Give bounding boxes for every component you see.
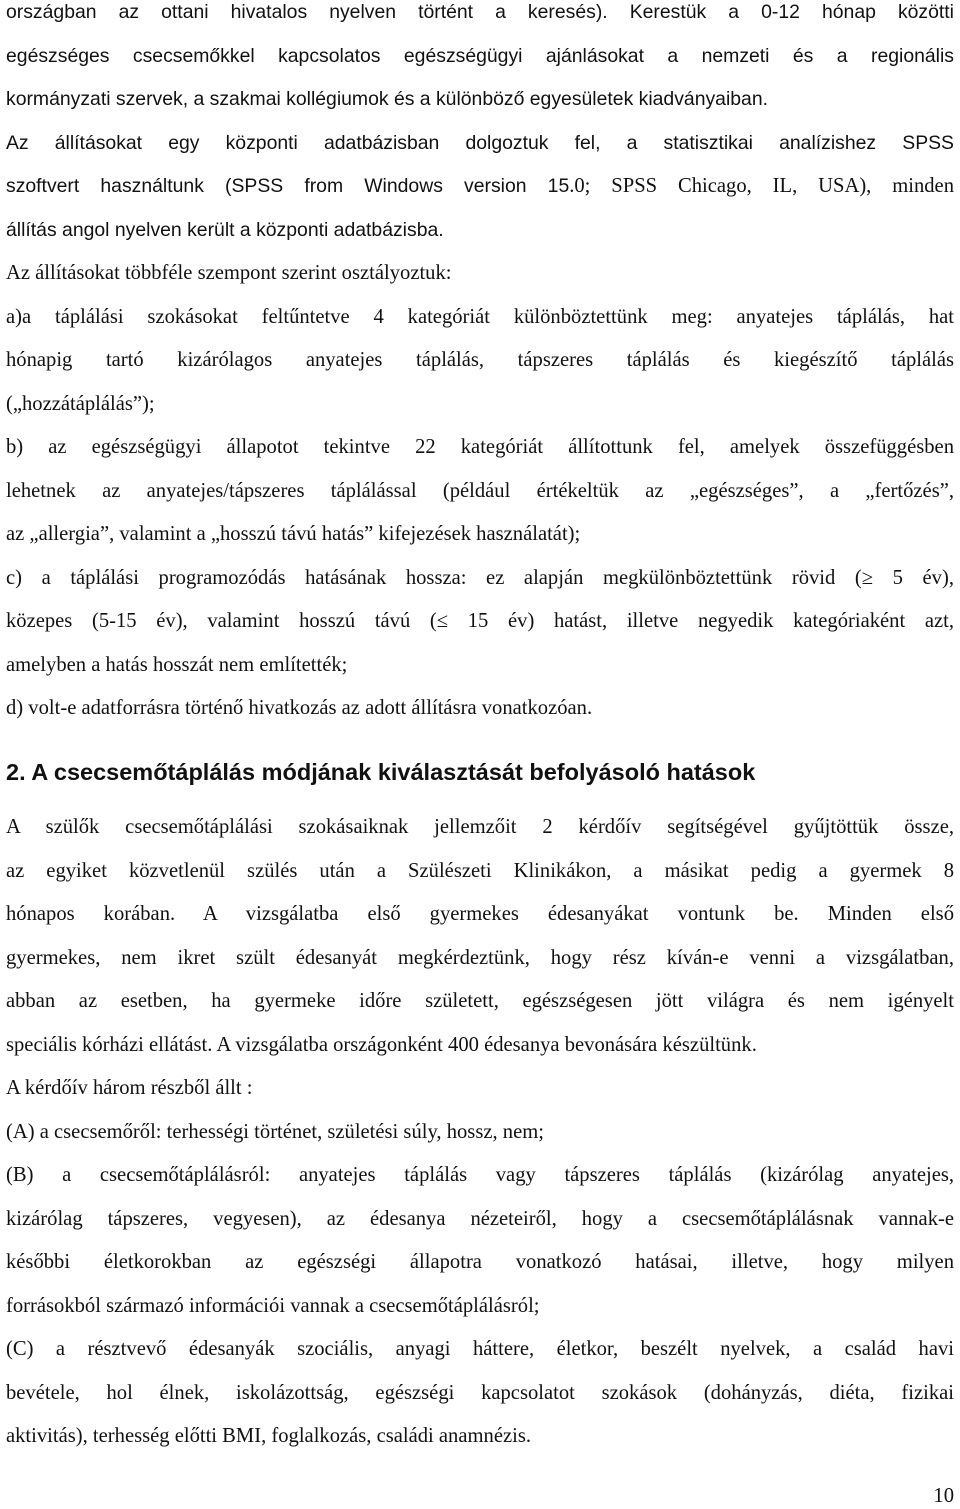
text-line: Az állításokat többféle szempont szerint osztályoztuk: <box>6 262 452 284</box>
text-line: az egyiket közvetlenül szülés után a Szülészeti Klinikákon, a másikat pedig a gyermek 8 <box>6 859 954 882</box>
text-line: hónapig tartó kizárólagos anyatejes táplálás, tápszeres táplálás és kiegészítő táplálás <box>6 349 954 371</box>
methods-paragraphs <box>6 0 954 731</box>
text-line: A kérdőív három részből állt : <box>6 1077 253 1099</box>
text-line-mixed <box>6 165 954 209</box>
list-item-part-a: (A) a csecsemőről: terhességi történet, születési súly, hossz, nem; <box>6 1120 544 1143</box>
text-line: („hozzátáplálás”); <box>6 392 155 415</box>
list-item-d: d) volt-e adatforrásra történő hivatkozás az adott állításra vonatkozóan. <box>6 697 593 719</box>
section-paragraphs <box>6 806 954 1459</box>
text-line: A szülők csecsemőtáplálási szokásaiknak jellemzőit 2 kérdőív segítségével gyűjtöttük össze, <box>6 816 954 838</box>
list-item-part-c: (C) a résztvevő édesanyák szociális, anyagi háttere, életkor, beszélt nyelvek, a család havi <box>6 1338 954 1360</box>
text-line: egészséges csecsemőkkel kapcsolatos egészségügyi ajánlásokat a nemzeti és a regionális <box>6 44 954 67</box>
text-line: speciális kórházi ellátást. A vizsgálatba országonként 400 édesanya bevonására készültünk. <box>6 1033 757 1056</box>
text-span-sans: szoftvert használtunk (SPSS from Windows version 15 <box>6 175 570 197</box>
text-line: aktivitás), terhesség előtti BMI, foglalkozás, családi anamnézis. <box>6 1425 531 1447</box>
list-item-b: b) az egészségügyi állapotot tekintve 22 kategóriát állítottunk fel, amelyek összefüggésben <box>6 436 954 458</box>
text-line: az „allergia”, valamint a „hosszú távú hatás” kifejezések használatát); <box>6 523 581 545</box>
list-item-c: c) a táplálási programozódás hatásának hossza: ez alapján megkülönböztettünk rövid (≥ 5 év), <box>6 566 954 589</box>
text-line: hónapos korában. A vizsgálatba első gyermekes édesanyákat vontunk be. Minden első <box>6 903 954 925</box>
page-number: 10 <box>933 1485 954 1507</box>
text-line: gyermekes, nem ikret szült édesanyát megkérdeztünk, hogy rész kíván-e venni a vizsgálatban, <box>6 946 954 969</box>
text-line: amelyben a hatás hosszát nem említették; <box>6 653 348 676</box>
text-line: abban az esetben, ha gyermeke időre született, egészségesen jött világra és nem igényelt <box>6 990 954 1012</box>
section-heading: 2. A csecsemőtáplálás módjának kiválasztását befolyásoló hatások <box>6 759 756 785</box>
list-item-part-b: (B) a csecsemőtáplálásról: anyatejes táplálás vagy tápszeres táplálás (kizárólag anyatejes, <box>6 1164 954 1186</box>
text-line: bevétele, hol élnek, iskolázottság, egészségi kapcsolatot szokások (dohányzás, diéta, fizikai <box>6 1381 954 1404</box>
text-line: forrásokból származó információi vannak a csecsemőtáplálásról; <box>6 1294 540 1317</box>
text-line: Az állításokat egy központi adatbázisban dolgoztuk fel, a statisztikai analízishez SPSS <box>6 131 954 154</box>
text-line: országban az ottani hivatalos nyelven történt a keresés). Kerestük a 0-12 hónap közötti <box>6 1 954 23</box>
text-line: lehetnek az anyatejes/tápszeres táplálással (például értékeltük az „egészséges”, a „fertőzés”, <box>6 479 954 502</box>
text-span-serif: .0; SPSS Chicago, IL, USA), minden <box>569 175 954 197</box>
text-line: kizárólag tápszeres, vegyesen), az édesanya nézeteiről, hogy a csecsemőtáplálásnak vannak-e <box>6 1207 954 1230</box>
text-line: közepes (5-15 év), valamint hosszú távú (≤ 15 év) hatást, illetve negyedik kategóriaként azt, <box>6 610 954 632</box>
text-line: kormányzati szervek, a szakmai kollégiumok és a különböző egyesületek kiadványaiban. <box>6 88 769 110</box>
list-item-a: a)a táplálási szokásokat feltűntetve 4 kategóriát különböztettünk meg: anyatejes táplálás, hat <box>6 305 954 328</box>
text-line: későbbi életkorokban az egészségi állapotra vonatkozó hatásai, illetve, hogy milyen <box>6 1251 954 1273</box>
text-line: állítás angol nyelven került a központi adatbázisba. <box>6 218 444 241</box>
